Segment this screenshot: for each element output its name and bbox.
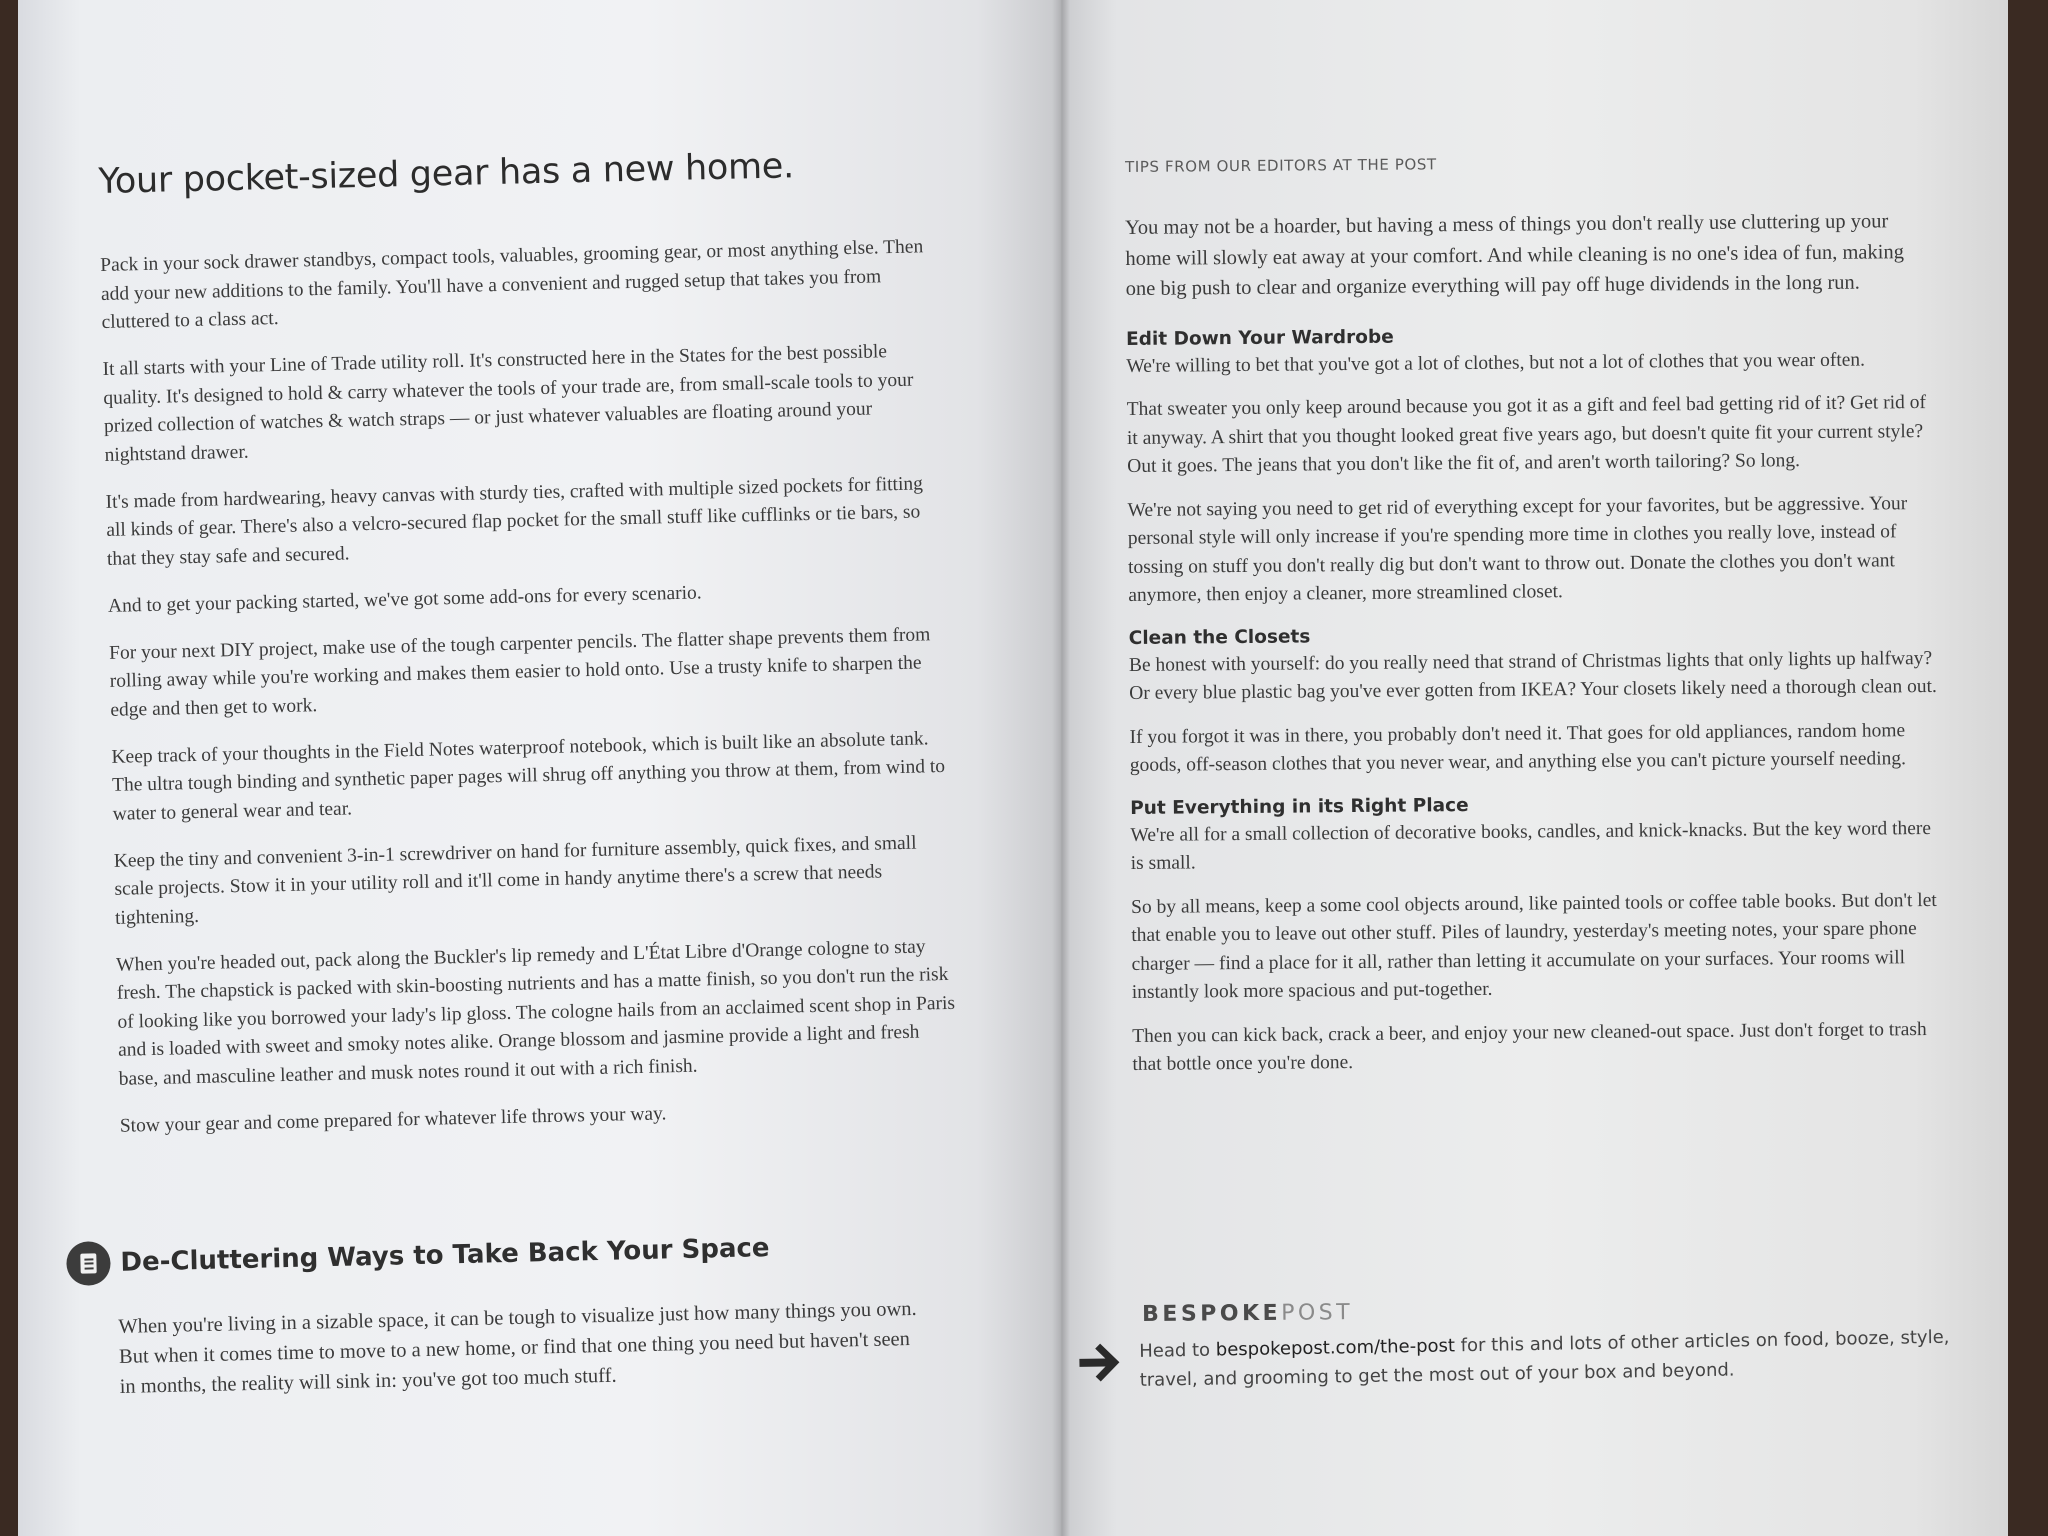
bespokepost-link[interactable]: bespokepost.com/the-post [1215,1335,1456,1361]
tips-label: TIPS FROM OUR EDITORS AT THE POST [1125,155,1437,176]
paragraph: For your next DIY project, make use of the tough carpenter pencils. The flatter shape prevents them from rolling away while you're working and makes them easier to hold onto. Use a trusty knife to sharpen the edge and then get to work. [108,623,931,721]
paragraph: Pack in your sock drawer standbys, compact tools, valuables, grooming gear, or most anything else. Then add your new additions to the family. You'll have a convenient and rugged setup that takes you from cluttered to a class act. [100,236,924,333]
document-icon [66,1241,111,1286]
paragraph: Then you can kick back, crack a beer, and enjoy your new cleaned-out space. Just don't forget to trash that bottle once you're done. [1132,1018,1927,1075]
left-page-title: Your pocket-sized gear has a new home. [98,146,795,202]
arrow-right-icon [1075,1337,1126,1388]
decluttering-intro [118,1294,920,1402]
page-gutter [1052,0,1070,1536]
bespokepost-wordmark [1142,1300,1353,1327]
paragraph: Stow your gear and come prepared for whatever life throws your way. [119,1102,667,1137]
brand-light: POST [1281,1300,1354,1326]
paragraph: It all starts with your Line of Trade utility roll. It's constructed here in the States for the best possible quality. It's designed to hold & carry whatever the tools of your trade are, from small-scale tools to your prized collection of watches & watch straps — or just whatever valuables are floating around your nightstand drawer. [102,341,914,466]
subheading-wardrobe: Edit Down Your Wardrobe [1126,326,1394,350]
intro-paragraph: You may not be a hoarder, but having a mess of things you don't really use cluttering up your home will slowly eat away at your comfort. And while cleaning is no one's idea of fun, making one big push to clear and organize everything will pay off huge dividends in the long run. [1125,210,1904,300]
paragraph: Be honest with yourself: do you really need that strand of Christmas lights that only lights up halfway? Or every blue plastic bag you've ever gotten from IKEA? Your closets likely need a thorough clean out. [1128,647,1937,704]
callout-prefix: Head to [1139,1339,1217,1362]
paragraph: That sweater you only keep around because you got it as a gift and feel bad getting rid of it? Get rid of it anyway. A shirt that you thought looked great five years ago, but doesn't quite fit your current style? Out it goes. The jeans that you don't like the fit of, and aren't worth tailoring? So long. [1126,392,1927,477]
paragraph: It's made from hardwearing, heavy canvas with sturdy ties, crafted with multiple sized pockets for fitting all kinds of gear. There's also a velcro-secured flap pocket for the small stuff like cufflinks or tie bars, so that they stay safe and secured. [105,472,924,570]
paragraph: If you forgot it was in there, you probably don't need it. That goes for old appliances, random home goods, off-season clothes that you never wear, and anything else you can't picture yourself needing. [1129,719,1907,776]
subheading-closets: Clean the Closets [1128,625,1311,649]
paragraph: We're not saying you need to get rid of everything except for your favorites, but be aggressive. Your personal style will only increase if you're spending more time in clothes you really love, instead of tossing on stuff you don't really dig but don't want to throw out. Donate the clothes you don't want anymore, then enjoy a cleaner, more streamlined closet. [1127,492,1908,606]
paragraph: We're all for a small collection of decorative books, candles, and knick-knacks. But the key word there is small. [1130,817,1932,874]
paragraph: We're willing to bet that you've got a lot of clothes, but not a lot of clothes that you wear often. [1126,349,1866,377]
left-article-body [100,233,960,1159]
callout-suffix: for this and lots of other articles on food, booze, style, travel, and grooming to get the most out of your box and beyond. [1139,1326,1950,1391]
paragraph: Keep the tiny and convenient 3-in-1 screwdriver on hand for furniture assembly, quick fixes, and small scale projects. Stow it in your utility roll and it'll come in handy anytime there's a screw that needs tightening. [113,832,917,929]
subheading-right-place: Put Everything in its Right Place [1130,794,1469,819]
paragraph: When you're headed out, pack along the Buckler's lip remedy and L'État Libre d'Orange cologne to stay fresh. The chapstick is packed with skin-boosting nutrients and has a matte finish, so you don't run the risk of looking like you borrowed your lady's lip gloss. The cologne hails from an acclaimed scent shop in Paris and is loaded with sweet and smoky notes alike. Orange blossom and jasmine provide a light and fresh base, and masculine leather and musk notes round it out with a rich finish. [115,935,956,1090]
paragraph: When you're living in a sizable space, it can be tough to visualize just how many things you own. But when it comes time to move to a new home, or find that one thing you need but haven't seen in months, the reality will sink in: you've got too much stuff. [118,1297,917,1398]
brand-bold: BESPOKE [1142,1300,1282,1327]
right-article-body [1125,206,1943,1095]
paragraph: So by all means, keep a some cool objects around, like painted tools or coffee table books. But don't let that enable you to leave out other stuff. Piles of laundry, yesterday's meeting notes, your spare phone charger — find a place for it all, rather than letting it accumulate on your surfaces. Your rooms will instantly look more spacious and put-together. [1130,889,1937,1003]
paragraph: And to get your packing started, we've got some add-ons for every scenario. [107,581,702,617]
section-title: De-Cluttering Ways to Take Back Your Space [120,1233,770,1278]
paragraph: Keep track of your thoughts in the Field Notes waterproof notebook, which is built like an absolute tank. The ultra tough binding and synthetic paper pages will shrug off anything you throw at them, from wind to water to general wear and tear. [111,727,946,825]
